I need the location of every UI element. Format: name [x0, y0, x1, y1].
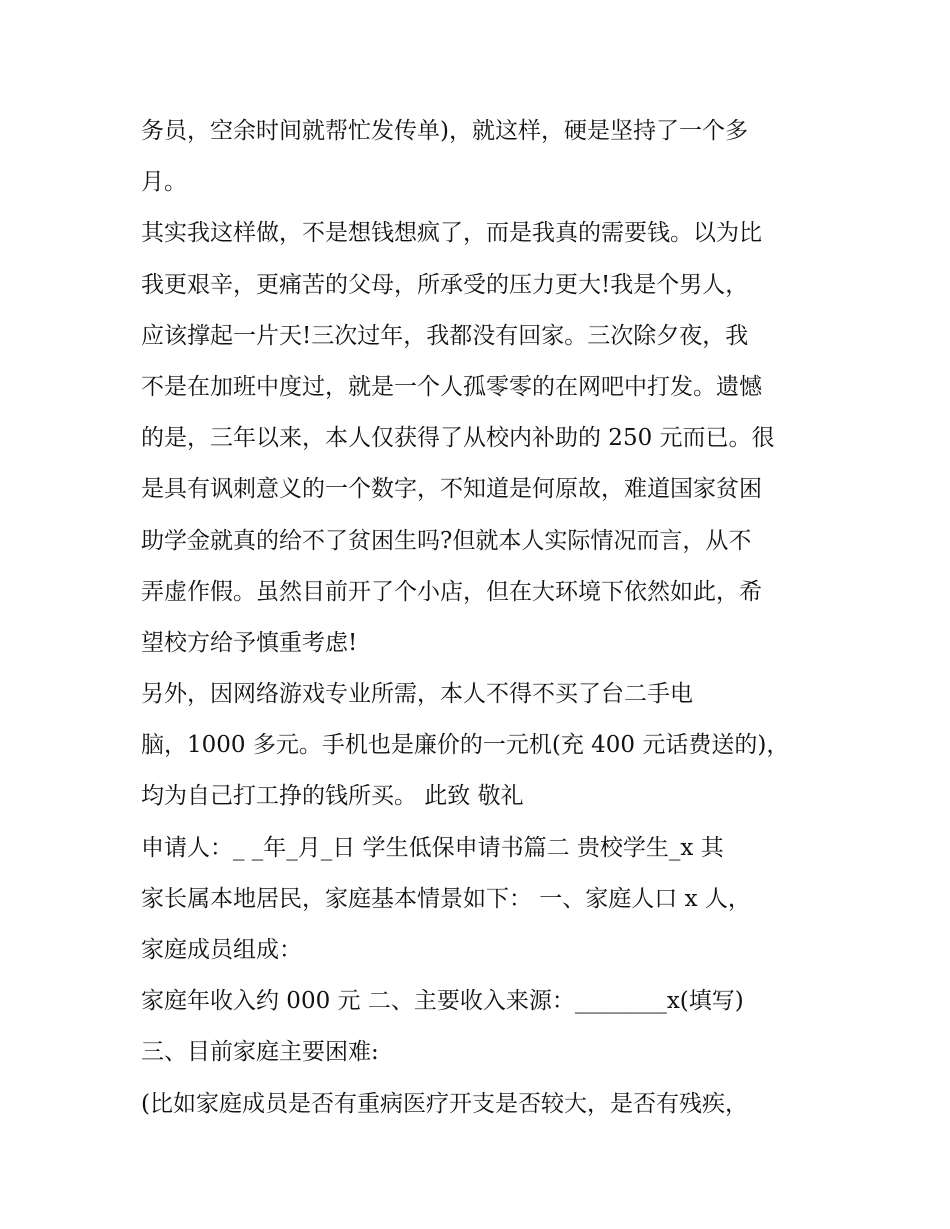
- text-line: 是具有讽刺意义的一个数字，不知道是何原故，难道国家贫困: [141, 476, 762, 503]
- text-line: 家庭年收入约 000 元 二、主要收入来源：________x(填写): [141, 988, 744, 1015]
- text-line: 三、目前家庭主要困难:: [141, 1039, 379, 1066]
- text-line: 家庭成员组成：: [141, 937, 302, 963]
- text-line: 另外，因网络游戏专业所需，本人不得不买了台二手电: [141, 681, 693, 708]
- text-line: 脑，1000 多元。手机也是廉价的一元机(充 400 元话费送的)，: [141, 732, 790, 759]
- text-line: (比如家庭成员是否有重病医疗开支是否较大，是否有残疾，: [141, 1090, 748, 1117]
- text-line: 我更艰辛，更痛苦的父母，所承受的压力更大!我是个男人，: [141, 271, 749, 298]
- text-line: 月。: [141, 169, 187, 196]
- text-line: 均为自己打工挣的钱所买。 此致 敬礼: [141, 783, 524, 810]
- text-line: 其实我这样做，不是想钱想疯了，而是我真的需要钱。以为比: [141, 220, 762, 247]
- text-line: 助学金就真的给不了贫困生吗?但就本人实际情况而言，从不: [141, 527, 752, 554]
- text-line: 应该撑起一片天!三次过年，我都没有回家。三次除夕夜，我: [141, 322, 749, 349]
- text-line: 务员，空余时间就帮忙发传单)，就这样，硬是坚持了一个多: [141, 118, 748, 144]
- text-line: 不是在加班中度过，就是一个人孤零零的在网吧中打发。遗憾: [141, 373, 762, 400]
- text-line: 望校方给予慎重考虑!: [141, 629, 358, 656]
- text-line: 弄虚作假。虽然目前开了个小店，但在大环境下依然如此，希: [141, 578, 762, 605]
- text-line: 申请人：_ _年_月_日 学生低保申请书篇二 贵校学生_x 其: [141, 834, 724, 861]
- document-body: [141, 106, 821, 1130]
- text-line: 家长属本地居民，家庭基本情景如下： 一、家庭人口 x 人，: [141, 885, 751, 912]
- text-line: 的是，三年以来，本人仅获得了从校内补助的 250 元而已。很: [141, 425, 775, 452]
